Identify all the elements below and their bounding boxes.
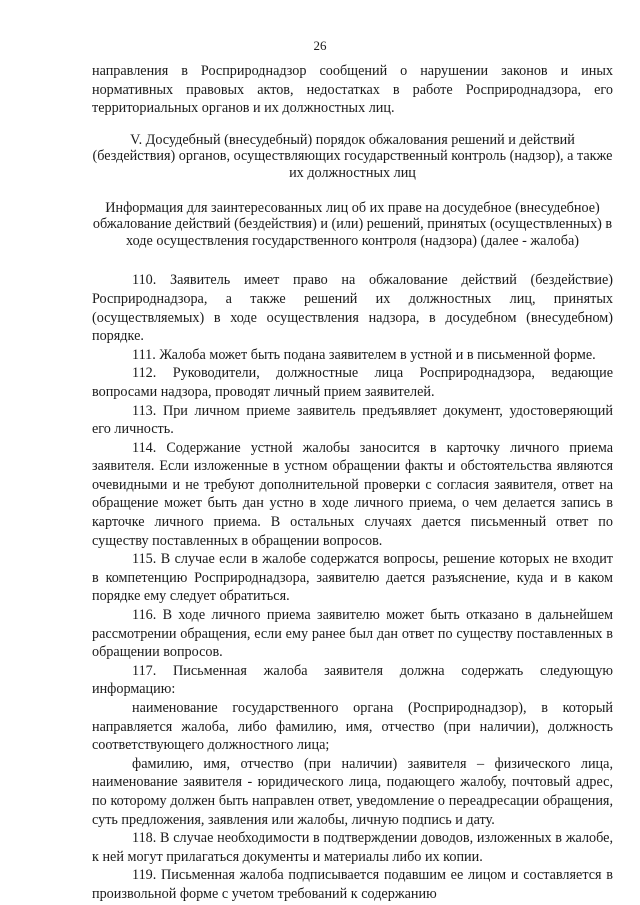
paragraph-119: 119. Письменная жалоба подписывается подавшим ее лицом и составляется в произвольной форме с учетом требований к содержанию [92,867,613,902]
intro-paragraph: направления в Росприроднадзор сообщений о нарушении законов и иных нормативных правовых актов, недостатках в работе Росприроднадзора, его территориальных органов и их должностных лиц. [92,63,613,117]
paragraph-116: 116. В ходе личного приема заявителю может быть отказано в дальнейшем рассмотрении обращения, если ему ранее был дан ответ по существу поставленных в обращении вопросов. [92,607,613,661]
paragraph-113: 113. При личном приеме заявитель предъявляет документ, удостоверяющий его личность. [92,402,613,438]
paragraph-112: 112. Руководители, должностные лица Росприроднадзора, ведающие вопросами надзора, проводят личный прием заявителей. [92,365,613,400]
section-title: V. Досудебный (внесудебный) порядок обжалования решений и действий (бездействия) органов, осуществляющих государственный контроль (надзор), а также их должностных лиц [92,131,613,181]
page-content [92,62,613,904]
paragraph-110: 110. Заявитель имеет право на обжалование действий (бездействие) Росприроднадзора, а также решений их должностных лиц, принятых (осуществляемых) в ходе осуществления надзора, в досудебном (внесудебном) порядке. [92,272,613,345]
paragraph-117: 117. Письменная жалоба заявителя должна содержать следующую информацию: [92,662,613,698]
paragraph-114: 114. Содержание устной жалобы заносится в карточку личного приема заявителя. Если изложенные в устном обращении факты и обстоятельства являются очевидными и не требуют дополнительной проверки с согласия заявителя, ответ на обращение может быть дан устно в ходе личного приема, о чем делается запись в карточке личного приема. В остальных случаях дается письменный ответ по существу поставленных в обращении вопросов. [92,439,613,549]
paragraph-111: 111. Жалоба может быть подана заявителем в устной и в письменной форме. [132,346,596,363]
paragraph-118: 118. В случае необходимости в подтверждении доводов, изложенных в жалобе, к ней могут прилагаться документы и материалы либо их копии. [92,830,613,865]
subsection-title: Информация для заинтересованных лиц об их праве на досудебное (внесудебное) обжалование действий (бездействия) и (или) решений, принятых (осуществленных) в ходе осуществления государственного контроля (надзора) (далее - жалоба) [92,199,613,249]
paragraph-117-applicant: фамилию, имя, отчество (при наличии) заявителя – физического лица, наименование заявителя - юридического лица, подающего жалобу, почтовый адрес, по которому должен быть направлен ответ, уведомление о переадресации обращения, суть предложения, заявления или жалобы, личную подпись и дату. [92,755,613,828]
paragraph-115: 115. В случае если в жалобе содержатся вопросы, решение которых не входит в компетенцию Росприроднадзора, заявителю дается разъяснение, куда и в каком порядке ему следует обратиться. [92,551,613,605]
paragraph-117-agency: наименование государственного органа (Росприроднадзор), в который направляется жалоба, либо фамилию, имя, отчество (при наличии), должность соответствующего должностного лица; [92,700,613,754]
page-number: 26 [313,38,327,53]
